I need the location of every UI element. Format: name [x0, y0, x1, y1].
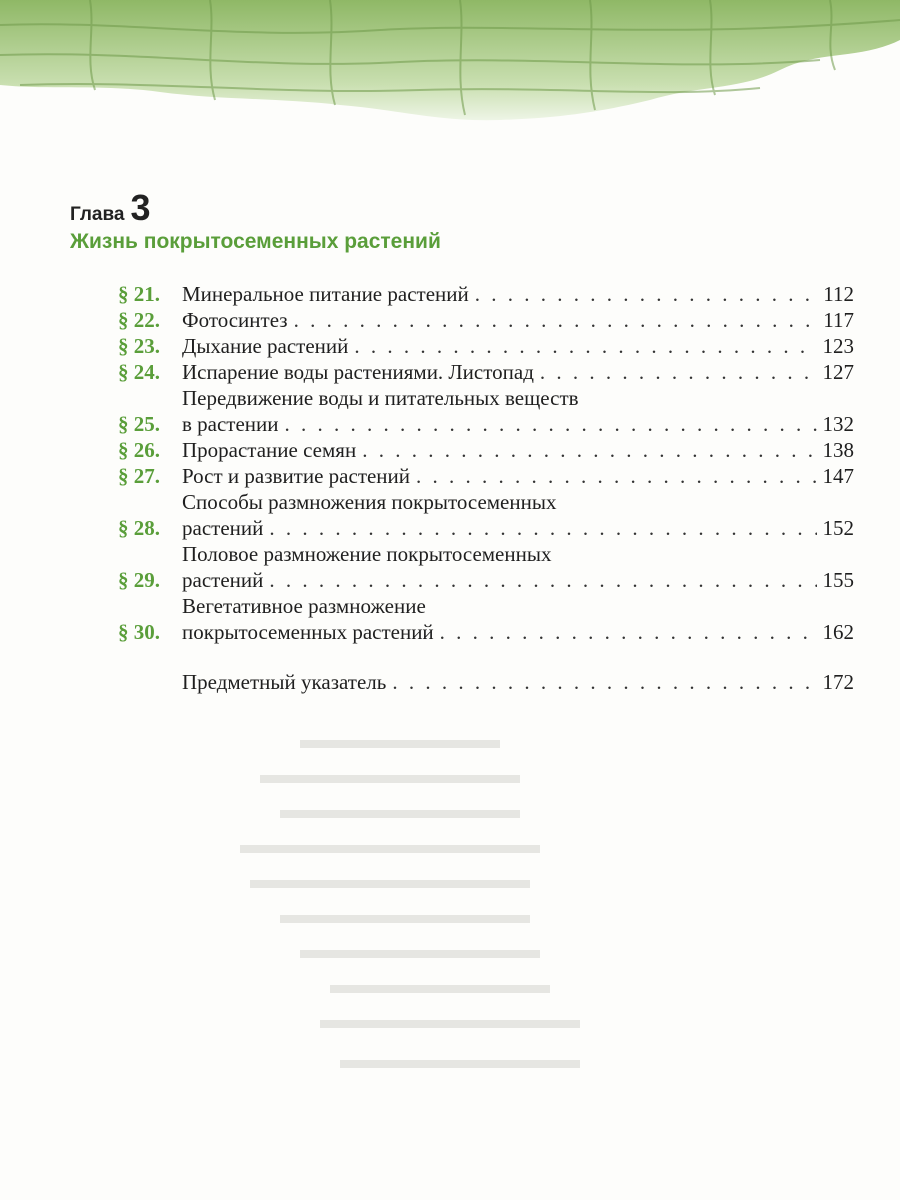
- chapter-number: 3: [130, 187, 151, 228]
- toc-entry-page: 155: [822, 568, 854, 592]
- toc-entry-number: § 25.: [118, 412, 160, 436]
- chapter-label: Глава: [70, 204, 125, 225]
- toc-entry-number: § 27.: [118, 464, 160, 488]
- chapter-heading: [70, 187, 441, 254]
- toc-entry-title: Фотосинтез: [182, 308, 288, 332]
- toc-entry-title: покрытосеменных растений: [182, 620, 434, 644]
- toc-entry-title: Вегетативное размножение: [182, 594, 426, 618]
- toc-entry[interactable]: [118, 307, 854, 333]
- toc-entry-title: Минеральное питание растений: [182, 282, 469, 306]
- toc-entry-title: Передвижение воды и питательных веществ: [182, 386, 579, 410]
- leader-dots: [440, 619, 817, 645]
- toc-entry-title: Дыхание растений: [182, 334, 349, 358]
- leader-dots: [392, 669, 816, 695]
- toc-entry-title: растений: [182, 516, 264, 540]
- toc-entry-page: 172: [822, 670, 854, 694]
- show-through-bleed: [0, 720, 900, 1140]
- toc-entry-title: Предметный указатель: [182, 670, 387, 694]
- toc-entry-page: 117: [823, 308, 854, 332]
- toc-entry-page: 152: [822, 516, 854, 540]
- toc-entry-title: Рост и развитие растений: [182, 464, 411, 488]
- toc-entry-number: § 26.: [118, 438, 160, 462]
- toc-entry-number: § 28.: [118, 516, 160, 540]
- toc-entry-title: в растении: [182, 412, 279, 436]
- toc-entry[interactable]: [118, 281, 854, 307]
- toc-entry-number: § 21.: [118, 282, 160, 306]
- leader-dots: [362, 437, 816, 463]
- toc-entry-page: 162: [822, 620, 854, 644]
- toc-entry[interactable]: [118, 463, 854, 489]
- toc-entry-number: § 29.: [118, 568, 160, 592]
- toc-entry-title: Половое размножение покрытосеменных: [182, 542, 552, 566]
- toc-entry-page: 132: [822, 412, 854, 436]
- toc-entry[interactable]: [118, 437, 854, 463]
- toc-entry-title: Прорастание семян: [182, 438, 357, 462]
- toc-entry-title: Испарение воды растениями. Листопад: [182, 360, 534, 384]
- toc-entry-page: 138: [822, 438, 854, 462]
- leader-dots: [416, 463, 816, 489]
- toc-entry-number: § 23.: [118, 334, 160, 358]
- toc-entry-page: 147: [822, 464, 854, 488]
- toc-entry[interactable]: [118, 489, 854, 541]
- leader-dots: [269, 515, 816, 541]
- leader-dots: [475, 281, 818, 307]
- leader-dots: [354, 333, 816, 359]
- toc-entry[interactable]: [118, 593, 854, 645]
- toc-entry[interactable]: [118, 385, 854, 437]
- chapter-title: Жизнь покрытосеменных растений: [70, 230, 441, 253]
- toc-entry[interactable]: [118, 359, 854, 385]
- toc-entry-number: § 24.: [118, 360, 160, 384]
- toc-entry-index[interactable]: [118, 669, 854, 695]
- toc-entry-number: § 22.: [118, 308, 160, 332]
- leader-dots: [269, 567, 816, 593]
- leader-dots: [540, 359, 817, 385]
- leader-dots: [294, 307, 818, 333]
- toc-entry[interactable]: [118, 333, 854, 359]
- leader-dots: [285, 411, 817, 437]
- toc-entry-title: растений: [182, 568, 264, 592]
- table-of-contents: [118, 281, 854, 695]
- toc-entry-number: § 30.: [118, 620, 160, 644]
- toc-entry-page: 123: [822, 334, 854, 358]
- toc-entry-page: 112: [823, 282, 854, 306]
- toc-entry-page: 127: [822, 360, 854, 384]
- toc-entry[interactable]: [118, 541, 854, 593]
- plant-cells-illustration: [0, 0, 900, 140]
- toc-entry-title: Способы размножения покрытосеменных: [182, 490, 557, 514]
